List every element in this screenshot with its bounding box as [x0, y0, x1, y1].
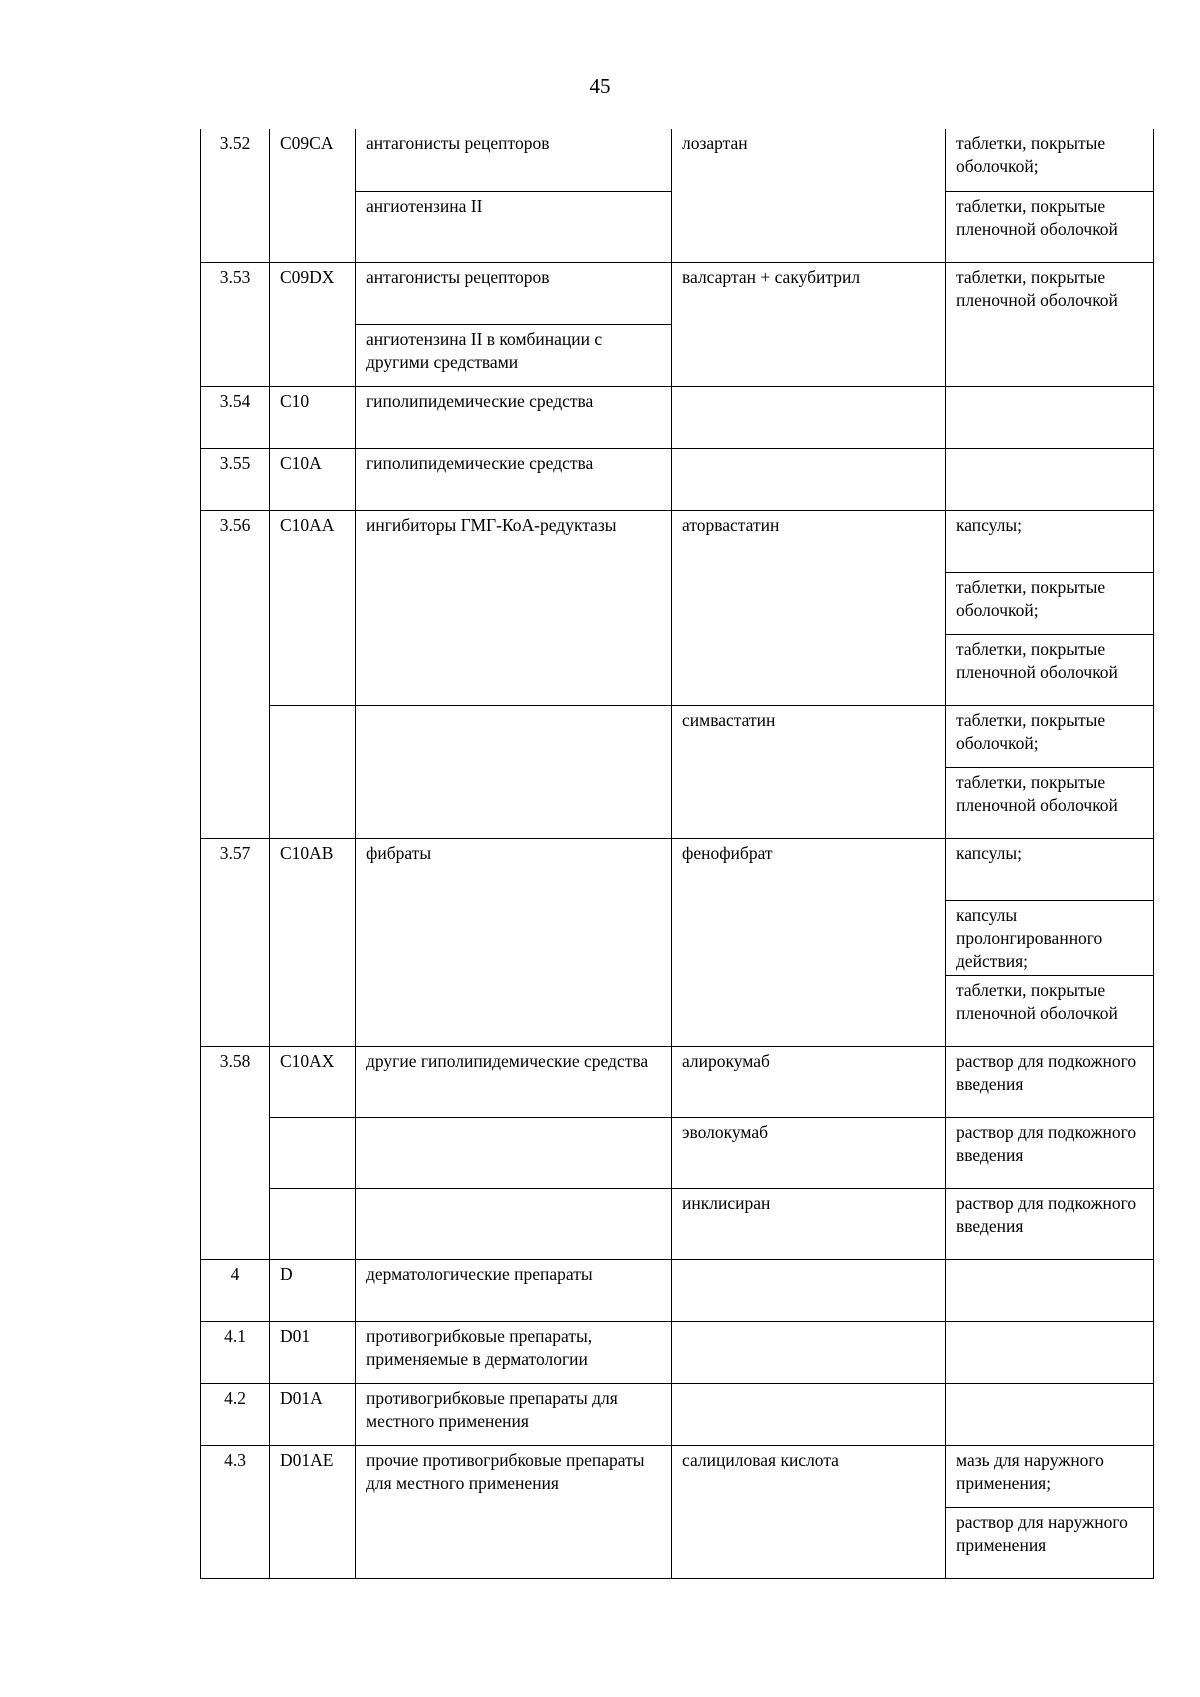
drug-name: алирокумаб [672, 1046, 946, 1117]
row-number: 3.54 [201, 386, 270, 448]
table-row [201, 386, 1154, 448]
dosage-form-empty [946, 1259, 1154, 1321]
dosage-form: таблетки, покрытые пленочной оболочкой [946, 975, 1154, 1046]
atc-code: C10AB [270, 838, 356, 1046]
drug-name-empty [672, 1383, 946, 1445]
atc-group: прочие противогрибковые препараты для местного применения [356, 1445, 672, 1578]
drug-name-empty [672, 386, 946, 448]
atc-group: другие гиполипидемические средства [356, 1046, 672, 1117]
atc-group: ингибиторы ГМГ-КоА-редуктазы [356, 510, 672, 705]
atc-code-empty [270, 705, 356, 838]
dosage-form: мазь для наружного применения; [946, 1445, 1154, 1507]
drug-name: лозартан [672, 129, 946, 262]
dosage-form: раствор для подкожного введения [946, 1188, 1154, 1259]
table-row [201, 1046, 1154, 1117]
drug-name: аторвастатин [672, 510, 946, 705]
atc-code: D01AE [270, 1445, 356, 1578]
atc-code: C09CA [270, 129, 356, 262]
row-number: 3.52 [201, 129, 270, 262]
atc-group: гиполипидемические средства [356, 448, 672, 510]
table-row [201, 448, 1154, 510]
atc-code: D [270, 1259, 356, 1321]
row-number: 4.3 [201, 1445, 270, 1578]
atc-group: антагонисты рецепторов [356, 262, 672, 324]
table-row [201, 262, 1154, 324]
row-number: 3.58 [201, 1046, 270, 1259]
drug-name: фенофибрат [672, 838, 946, 1046]
drug-list-table [200, 129, 1154, 1579]
atc-code: C10AA [270, 510, 356, 705]
dosage-form: капсулы пролонгированного действия; [946, 900, 1154, 975]
atc-group-empty [356, 1117, 672, 1188]
atc-group: ангиотензина II в комбинации с другими средствами [356, 324, 672, 386]
table-row [201, 705, 1154, 767]
row-number: 3.53 [201, 262, 270, 386]
row-number: 4 [201, 1259, 270, 1321]
drug-name: инклисиран [672, 1188, 946, 1259]
table-row [201, 838, 1154, 900]
row-number: 4.1 [201, 1321, 270, 1383]
drug-name: салициловая кислота [672, 1445, 946, 1578]
atc-group: ангиотензина II [356, 191, 672, 262]
atc-code: D01A [270, 1383, 356, 1445]
row-number: 4.2 [201, 1383, 270, 1445]
dosage-form: капсулы; [946, 510, 1154, 572]
page-number: 45 [589, 74, 611, 98]
row-number: 3.56 [201, 510, 270, 838]
atc-code: C10AX [270, 1046, 356, 1117]
dosage-form: раствор для наружного применения [946, 1507, 1154, 1578]
atc-group-empty [356, 705, 672, 838]
atc-code-empty [270, 1117, 356, 1188]
dosage-form-empty [946, 1321, 1154, 1383]
atc-group: антагонисты рецепторов [356, 129, 672, 191]
atc-group: противогрибковые препараты для местного применения [356, 1383, 672, 1445]
table-row [201, 1445, 1154, 1507]
dosage-form: раствор для подкожного введения [946, 1117, 1154, 1188]
table-row [201, 1188, 1154, 1259]
table-row [201, 1321, 1154, 1383]
dosage-form: таблетки, покрытые пленочной оболочкой [946, 191, 1154, 262]
atc-group: дерматологические препараты [356, 1259, 672, 1321]
dosage-form: таблетки, покрытые пленочной оболочкой [946, 767, 1154, 838]
atc-group-empty [356, 1188, 672, 1259]
table-row [201, 510, 1154, 572]
dosage-form-empty [946, 1383, 1154, 1445]
dosage-form-empty [946, 448, 1154, 510]
drug-name-empty [672, 1321, 946, 1383]
atc-group: фибраты [356, 838, 672, 1046]
atc-code: C09DX [270, 262, 356, 386]
drug-name-empty [672, 1259, 946, 1321]
drug-name: эволокумаб [672, 1117, 946, 1188]
table-row [201, 129, 1154, 191]
atc-group: противогрибковые препараты, применяемые в дерматологии [356, 1321, 672, 1383]
table-row [201, 1383, 1154, 1445]
atc-code: C10 [270, 386, 356, 448]
dosage-form: капсулы; [946, 838, 1154, 900]
atc-code: D01 [270, 1321, 356, 1383]
dosage-form: таблетки, покрытые пленочной оболочкой [946, 634, 1154, 705]
dosage-form: таблетки, покрытые оболочкой; [946, 129, 1154, 191]
drug-name: симвастатин [672, 705, 946, 838]
dosage-form: таблетки, покрытые оболочкой; [946, 705, 1154, 767]
atc-code-empty [270, 1188, 356, 1259]
row-number: 3.55 [201, 448, 270, 510]
row-number: 3.57 [201, 838, 270, 1046]
dosage-form: раствор для подкожного введения [946, 1046, 1154, 1117]
atc-code: C10A [270, 448, 356, 510]
table-row [201, 1259, 1154, 1321]
atc-group: гиполипидемические средства [356, 386, 672, 448]
drug-name: валсартан + сакубитрил [672, 262, 946, 386]
drug-name-empty [672, 448, 946, 510]
dosage-form: таблетки, покрытые пленочной оболочкой [946, 262, 1154, 386]
dosage-form-empty [946, 386, 1154, 448]
dosage-form: таблетки, покрытые оболочкой; [946, 572, 1154, 634]
table-row [201, 1117, 1154, 1188]
